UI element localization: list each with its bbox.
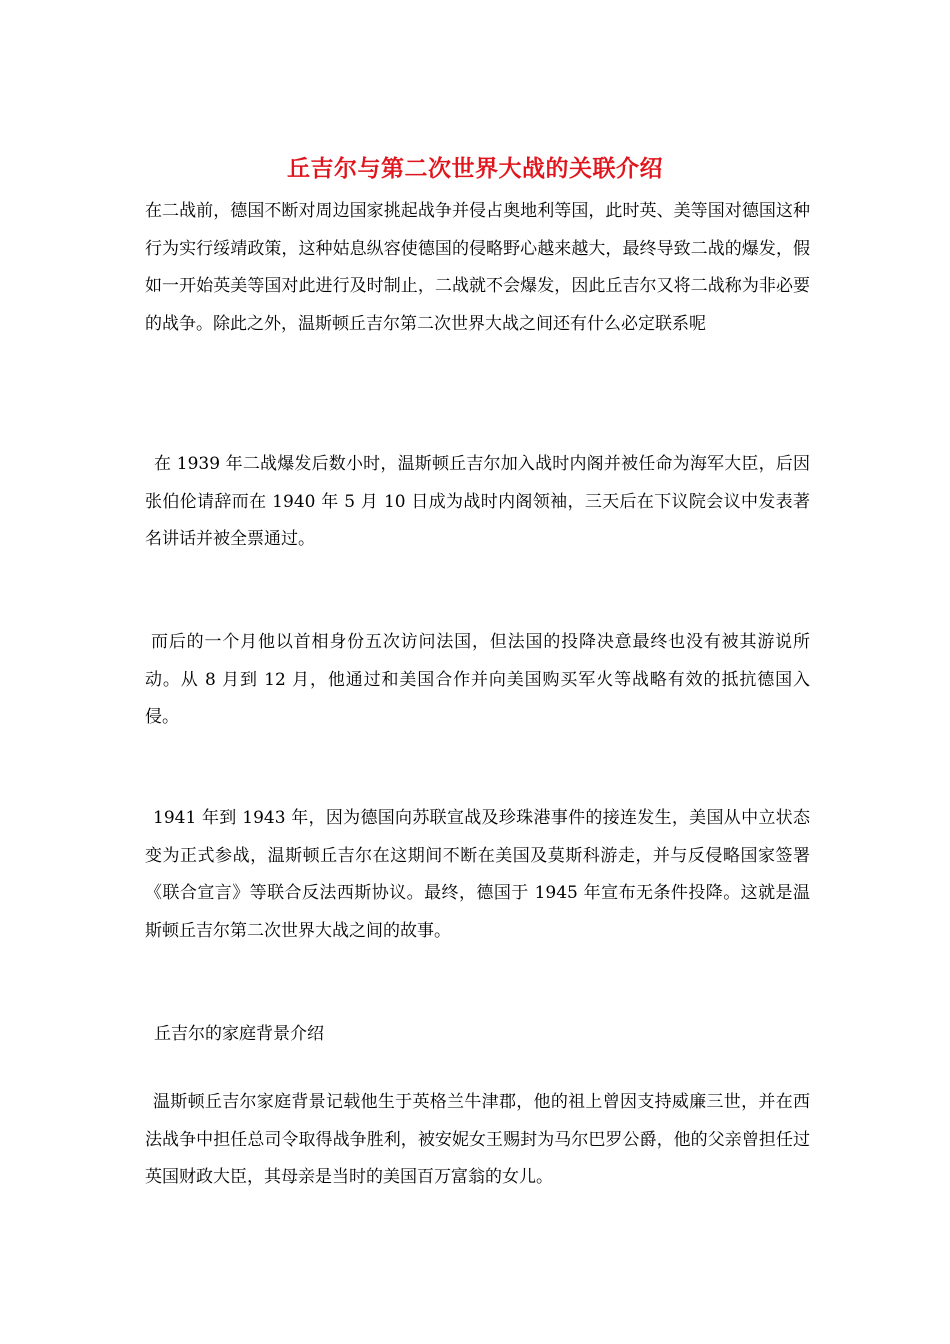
paragraph-1: 在二战前，德国不断对周边国家挑起战争并侵占奥地利等国，此时英、美等国对德国这种行为实行绥靖政策，这种姑息纵容使德国的侵略野心越来越大，最终导致二战的爆发，假如一开始英美等国对此进行及时制止，二战就不会爆发，因此丘吉尔又将二战称为非必要的战争。除此之外，温斯顿丘吉尔第二次世界大战之间还有什么必定联系呢	[145, 201, 810, 334]
paragraph-3: 而后的一个月他以首相身份五次访问法国，但法国的投降决意最终也没有被其游说所动。从 8 月到 12 月，他通过和美国合作并向美国购买军火等战略有效的抵抗德国入侵。	[145, 632, 810, 727]
paragraph-2: 在 1939 年二战爆发后数小时，温斯顿丘吉尔加入战时内阁并被任命为海军大臣，后因张伯伦请辞而在 1940 年 5 月 10 日成为战时内阁领袖，三天后在下议院会议中发表著名讲话并被全票通过。	[145, 454, 810, 549]
document-title: 丘吉尔与第二次世界大战的关联介绍	[287, 155, 663, 182]
paragraph-4: 1941 年到 1943 年，因为德国向苏联宣战及珍珠港事件的接连发生，美国从中立状态变为正式参战，温斯顿丘吉尔在这期间不断在美国及莫斯科游走，并与反侵略国家签署《联合宣言》等联合反法西斯协议。最终，德国于 1945 年宣布无条件投降。这就是温斯顿丘吉尔第二次世界大战之间的故事。	[145, 808, 810, 941]
section-paragraph: 温斯顿丘吉尔家庭背景记载他生于英格兰牛津郡，他的祖上曾因支持威廉三世，并在西法战争中担任总司令取得战争胜利，被安妮女王赐封为马尔巴罗公爵，他的父亲曾担任过英国财政大臣，其母亲是当时的美国百万富翁的女儿。	[145, 1092, 810, 1187]
section-heading: 丘吉尔的家庭背景介绍	[154, 1024, 324, 1044]
